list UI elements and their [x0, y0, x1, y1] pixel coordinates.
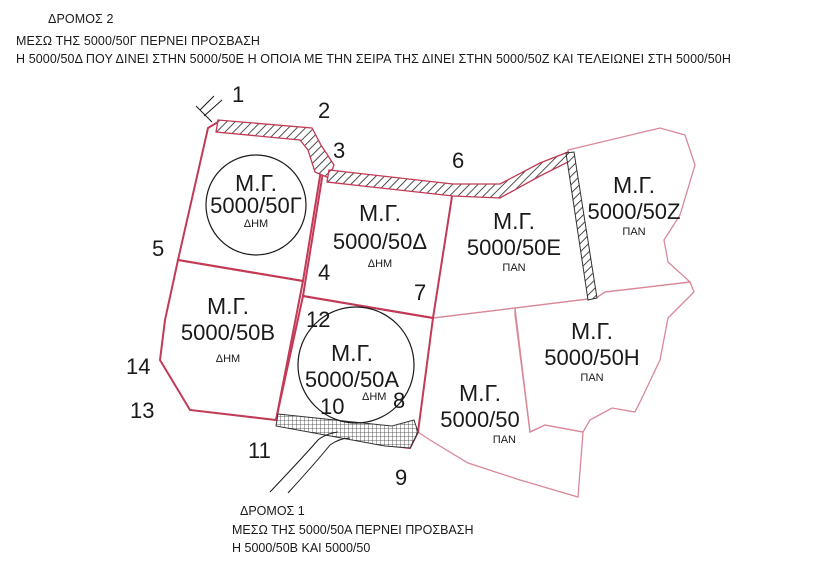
plot-label-50 [426, 382, 534, 446]
plot-mg: Μ.Γ. [206, 293, 250, 319]
point-5: 5 [152, 236, 165, 261]
plot-mg: Μ.Γ. [330, 340, 374, 366]
road-top-lines [196, 96, 222, 122]
footer-road-title: ΔΡΟΜΟΣ 1 [240, 504, 305, 518]
plot-number: 5000/50Α [304, 367, 400, 392]
point-4: 4 [318, 260, 331, 285]
plot-mg: Μ.Γ. [234, 170, 278, 196]
footer-access-line-2: Η 5000/50Β ΚΑΙ 5000/50 [232, 541, 371, 555]
plot-number: 5000/50Ζ [587, 199, 681, 224]
point-9: 9 [395, 465, 408, 490]
plot-label-50g [198, 172, 314, 230]
plot-owner: ΔΗΜ [243, 218, 269, 230]
point-14: 14 [126, 354, 151, 379]
plot-owner: ΠΑΝ [580, 372, 604, 384]
plot-owner: ΔΗΜ [367, 258, 393, 270]
plot-owner: ΔΗΜ [362, 391, 387, 403]
point-3: 3 [333, 138, 346, 163]
plot-label-50h [530, 320, 654, 384]
plot-mg: Μ.Γ. [458, 380, 502, 406]
point-10: 10 [320, 394, 345, 419]
plot-label-50d [322, 202, 438, 270]
plot-number: 5000/50Η [544, 345, 640, 370]
header-access-line-2: Η 5000/50Δ ΠΟΥ ΔΙΝΕΙ ΣΤΗΝ 5000/50Ε Η ΟΠΟΙΑ ΜΕ ΤΗΝ ΣΕΙΡΑ ΤΗΣ ΔΙΝΕΙ ΣΤΗΝ 5000/50Ζ ΚΑΙ ΤΕΛΕΙΩΝΕΙ ΣΤΗ 5000/50Η [16, 52, 731, 66]
plot-label-50a [290, 340, 414, 403]
point-11: 11 [248, 438, 271, 463]
plot-owner: ΠΑΝ [492, 434, 516, 446]
plot-label-50e [452, 210, 576, 274]
road-bottom-lines [270, 432, 350, 493]
road-strip-bottom [276, 414, 418, 448]
footer-access-line: ΜΕΣΩ ΤΗΣ 5000/50Α ΠΕΡΝΕΙ ΠΡΟΣΒΑΣΗ [232, 523, 474, 537]
plot-mg: Μ.Γ. [492, 208, 536, 234]
header-access-line: ΜΕΣΩ ΤΗΣ 5000/50Γ ΠΕΡΝΕΙ ΠΡΟΣΒΑΣΗ [16, 34, 261, 48]
header-road-title: ΔΡΟΜΟΣ 2 [48, 12, 114, 26]
plot-mg: Μ.Γ. [570, 318, 614, 344]
point-2: 2 [318, 98, 331, 123]
plot-owner: ΠΑΝ [622, 226, 646, 238]
plot-number: 5000/50Δ [332, 229, 428, 254]
plot-number: 5000/50 [440, 407, 520, 432]
point-13: 13 [130, 398, 155, 423]
plot-mg: Μ.Γ. [612, 172, 656, 198]
plot-number: 5000/50Β [180, 320, 276, 345]
point-12: 12 [306, 307, 331, 332]
plot-mg: Μ.Γ. [358, 200, 402, 226]
plot-number: 5000/50Γ [210, 193, 302, 218]
plot-owner: ΠΑΝ [502, 262, 526, 274]
plot-number: 5000/50Ε [466, 235, 562, 260]
point-6: 6 [452, 148, 465, 173]
plot-owner: ΔΗΜ [215, 353, 241, 365]
road-strip-middle [327, 148, 572, 198]
plot-label-50z [572, 174, 696, 238]
point-8: 8 [393, 388, 406, 413]
point-1: 1 [232, 82, 245, 107]
plot-label-50b [170, 295, 286, 365]
point-7: 7 [414, 280, 427, 305]
